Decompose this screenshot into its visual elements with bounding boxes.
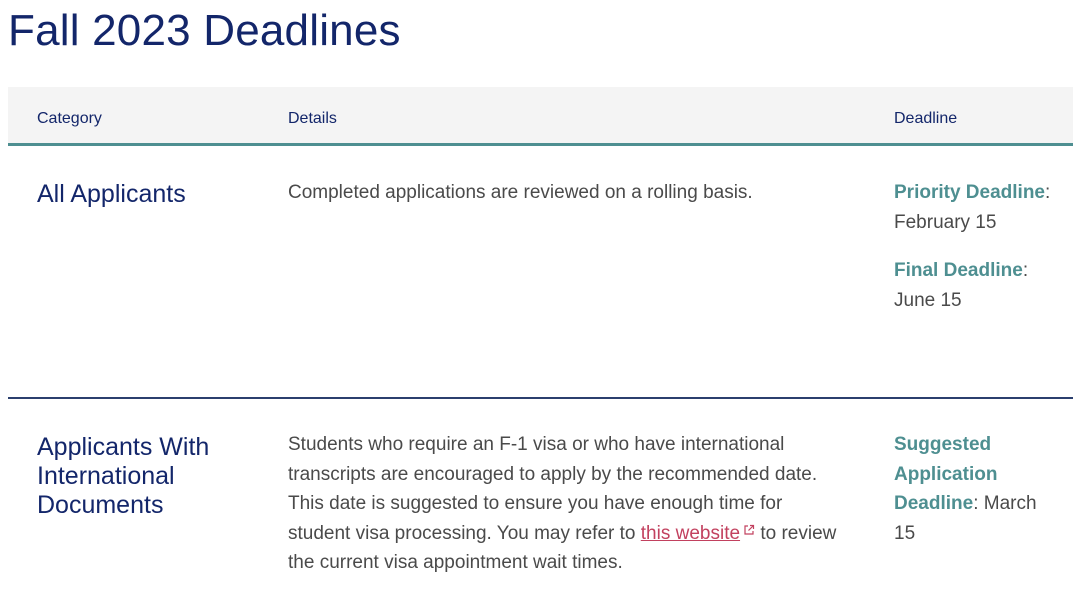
deadline-separator: : xyxy=(973,493,979,514)
deadline-item xyxy=(894,430,1054,548)
header-deadline: Deadline xyxy=(894,110,958,127)
category-cell: Applicants With International Documents xyxy=(37,433,210,519)
deadline-cell xyxy=(894,178,1054,334)
header-details: Details xyxy=(288,110,337,127)
details-cell: Completed applications are reviewed on a rolling basis. xyxy=(288,182,753,203)
deadline-separator: : xyxy=(1045,182,1051,203)
deadline-separator: : xyxy=(1022,260,1029,281)
deadline-item xyxy=(894,178,1054,237)
deadline-date: March 15 xyxy=(894,493,1037,544)
table-header xyxy=(8,87,1073,146)
visa-wait-times-link[interactable] xyxy=(641,523,755,544)
deadline-item xyxy=(894,256,1054,315)
details-text: to review the current visa appointment wait times. xyxy=(288,522,837,573)
table-row xyxy=(8,399,1073,590)
details-text: Students who require an F-1 visa or who have international transcripts are encouraged to apply by the recommended date. This date is suggested to ensure you have enough time for student visa processing. You may refer to xyxy=(288,434,818,544)
deadline-label: Priority Deadline xyxy=(894,182,1045,203)
deadline-date: February 15 xyxy=(894,211,997,233)
deadline-label: Suggested Application Deadline xyxy=(894,434,998,514)
deadlines-table xyxy=(8,87,1073,590)
deadline-date: June 15 xyxy=(894,289,962,311)
link-label[interactable]: this website xyxy=(640,522,741,544)
external-link-icon xyxy=(743,524,755,536)
details-cell xyxy=(288,430,848,578)
page-title: Fall 2023 Deadlines xyxy=(8,6,401,55)
category-cell: All Applicants xyxy=(37,180,186,208)
deadline-cell xyxy=(894,430,1054,567)
deadline-label: Final Deadline xyxy=(894,260,1023,281)
header-category: Category xyxy=(37,110,102,127)
table-row xyxy=(8,146,1073,399)
